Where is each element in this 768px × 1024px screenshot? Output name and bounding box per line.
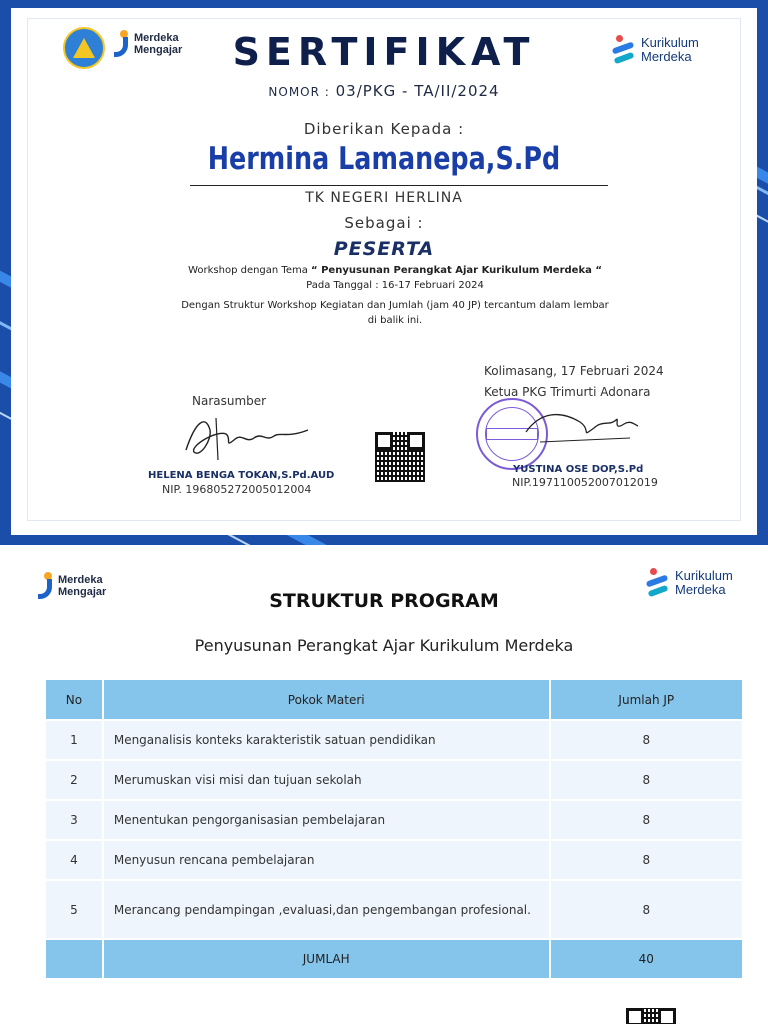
certificate-number — [0, 82, 768, 100]
workshop-theme — [150, 264, 640, 278]
as-label: Sebagai : — [344, 214, 424, 232]
recipient-school: TK NEGERI HERLINA — [305, 190, 463, 206]
structure-note-line-1: Dengan Struktur Workshop Kegiatan dan Jumlah (jam 40 JP) tercantum dalam lembar — [181, 300, 609, 311]
row-no: 2 — [45, 760, 103, 800]
table-header-row — [45, 679, 743, 720]
row-jp: 8 — [550, 880, 743, 939]
logo-text: Merdeka — [675, 582, 726, 597]
workshop-date: Pada Tanggal : 16-17 Februari 2024 — [306, 280, 484, 291]
given-to-label: Diberikan Kepada : — [303, 120, 465, 138]
column-header-no: No — [45, 679, 103, 720]
table-row — [45, 760, 743, 800]
column-header-jp: Jumlah JP — [550, 679, 743, 720]
table-row — [45, 880, 743, 939]
total-value: 40 — [550, 939, 743, 979]
right-signer-name: YUSTINA OSE DOP,S.Pd — [513, 464, 644, 475]
column-header-materi: Pokok Materi — [103, 679, 550, 720]
program-title: STRUKTUR PROGRAM — [269, 590, 499, 612]
left-signer-role: Narasumber — [192, 394, 267, 408]
total-no-cell — [45, 939, 103, 979]
row-jp: 8 — [550, 760, 743, 800]
certificate-number-label: NOMOR : — [268, 85, 330, 99]
row-materi: Merancang pendampingan ,evaluasi,dan pengembangan profesional. — [103, 880, 550, 939]
left-signature — [176, 410, 316, 465]
row-no: 1 — [45, 720, 103, 760]
place-and-date: Kolimasang, 17 Februari 2024 — [484, 364, 664, 378]
row-materi: Menentukan pengorganisasian pembelajaran — [103, 800, 550, 840]
table-row — [45, 720, 743, 760]
row-no: 4 — [45, 840, 103, 880]
program-qr-code[interactable] — [626, 1008, 676, 1024]
theme-prefix: Workshop dengan Tema — [188, 265, 308, 276]
left-signer-nip: NIP. 196805272005012004 — [162, 483, 312, 496]
logo-text: Kurikulum — [675, 568, 733, 583]
program-subtitle: Penyusunan Perangkat Ajar Kurikulum Merdeka — [194, 636, 574, 655]
right-signature — [520, 402, 640, 452]
right-signer-nip: NIP.197110052007012019 — [512, 476, 658, 489]
name-underline — [190, 185, 608, 186]
recipient-role: PESERTA — [333, 238, 435, 260]
row-no: 3 — [45, 800, 103, 840]
row-jp: 8 — [550, 800, 743, 840]
theme-title: “ Penyusunan Perangkat Ajar Kurikulum Merdeka “ — [311, 265, 602, 276]
certificate-number-value: 03/PKG - TA/II/2024 — [335, 82, 500, 100]
row-materi: Menyusun rencana pembelajaran — [103, 840, 550, 880]
recipient-name: Hermina Lamanepa,S.Pd — [207, 141, 561, 177]
logo-text: Mengajar — [134, 44, 183, 56]
certificate-title: SERTIFIKAT — [232, 30, 536, 74]
logo-text: Merdeka — [58, 574, 103, 586]
row-jp: 8 — [550, 720, 743, 760]
row-jp: 8 — [550, 840, 743, 880]
structure-note-line-2: di balik ini. — [367, 315, 423, 326]
table-row — [45, 800, 743, 840]
total-label: JUMLAH — [103, 939, 550, 979]
logo-text: Merdeka — [641, 49, 692, 64]
certificate-qr-code[interactable] — [375, 432, 425, 482]
program-table — [44, 678, 744, 980]
row-materi: Merumuskan visi misi dan tujuan sekolah — [103, 760, 550, 800]
left-signer-name: HELENA BENGA TOKAN,S.Pd.AUD — [148, 470, 335, 481]
table-row — [45, 840, 743, 880]
row-no: 5 — [45, 880, 103, 939]
row-materi: Menganalisis konteks karakteristik satuan pendidikan — [103, 720, 550, 760]
right-signer-role: Ketua PKG Trimurti Adonara — [484, 385, 651, 399]
logo-text: Merdeka — [134, 32, 179, 44]
logo-text: Kurikulum — [641, 35, 699, 50]
logo-text: Mengajar — [58, 586, 107, 598]
table-total-row — [45, 939, 743, 979]
